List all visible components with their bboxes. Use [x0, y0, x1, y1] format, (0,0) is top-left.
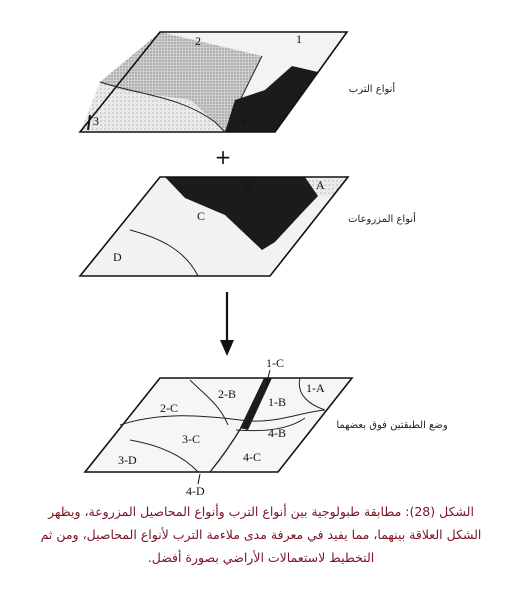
- figure-caption: [18, 500, 504, 569]
- overlay-pointer: [198, 474, 200, 484]
- crop-label-D: D: [113, 250, 122, 264]
- overlay-layer-title: وضع الطبقتين فوق بعضهما: [336, 420, 448, 431]
- overlay-label-4-C: 4-C: [243, 450, 261, 464]
- crop-label-B: B: [244, 180, 253, 194]
- plus-symbol: +: [214, 145, 232, 169]
- caption-line-2: الشكل العلاقة بينهما، مما يفيد في معرفة مدى ملاءمة الترب لأنواع المحاصيل، ومن ثم: [40, 527, 482, 542]
- soil-label-4: 4: [240, 114, 246, 128]
- soil-layer-title: أنواع الترب: [348, 84, 396, 95]
- overlay-label-4-D: 4-D: [186, 484, 205, 498]
- crop-label-C: C: [197, 209, 206, 223]
- soil-label-2: 2: [195, 34, 201, 48]
- overlay-label-1-B: 1-B: [268, 395, 286, 409]
- crop-label-A: A: [316, 178, 325, 192]
- overlay-label-2-B: 2-B: [218, 387, 236, 401]
- soil-label-1: 1: [296, 32, 302, 46]
- down-arrow-icon: [220, 292, 234, 356]
- overlay-layer: [85, 356, 448, 498]
- overlay-label-1-C: 1-C: [266, 356, 284, 370]
- overlay-label-2-C: 2-C: [160, 401, 178, 415]
- soil-layer: [80, 32, 395, 132]
- crop-layer-title: أنواع المزروعات: [348, 214, 416, 225]
- overlay-label-4-B: 4-B: [268, 426, 286, 440]
- overlay-label-3-C: 3-C: [182, 432, 200, 446]
- soil-label-3: 3: [93, 114, 99, 128]
- overlay-label-1-A: 1-A: [306, 381, 325, 395]
- caption-line-1: الشكل (28): مطابقة طبولوجية بين أنواع الترب وأنواع المحاصيل المزروعة، ويظهر: [48, 504, 474, 519]
- crop-layer: [80, 177, 416, 276]
- caption-line-3: التخطيط لاستعمالات الأراضي بصورة أفضل.: [147, 550, 375, 565]
- overlay-label-3-D: 3-D: [118, 453, 137, 467]
